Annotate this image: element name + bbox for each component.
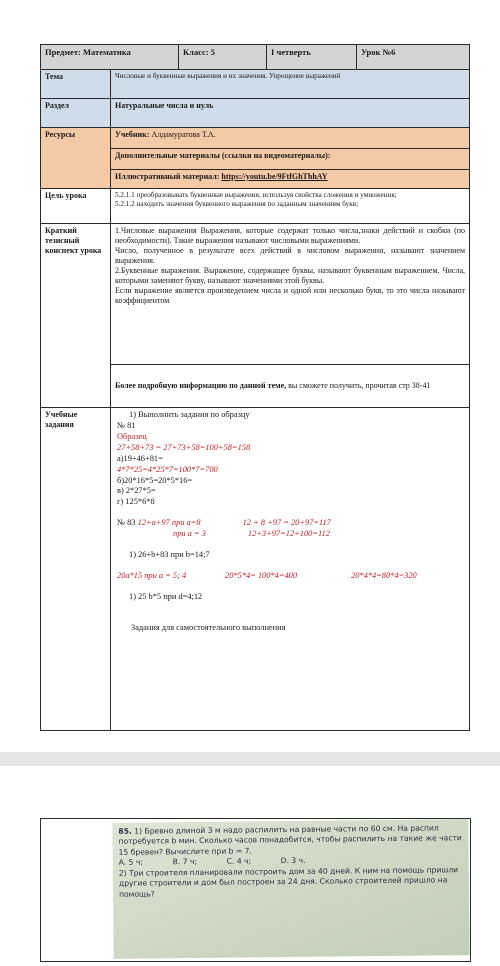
task-3-instruction: 1) 25 b*5 при d=4;12: [129, 591, 203, 601]
option-b: B. 7 ч;: [172, 857, 198, 867]
tasks-row: [41, 408, 470, 731]
exercise-83-number: № 83: [117, 518, 136, 528]
summary-label: Краткий тезисный конспект урока: [41, 224, 111, 408]
section-row: [41, 99, 470, 128]
header-row: [41, 45, 470, 70]
tasks-label: Учебные задания: [41, 408, 111, 731]
extra-materials: Дополнительные материалы (ссылки на видеоматериалы):: [111, 149, 470, 170]
task-2-instruction: 1) 26+b+83 при b=14;7: [129, 550, 210, 560]
topic-label: Тема: [41, 70, 111, 99]
quarter-cell: I четверть: [267, 45, 357, 70]
exercise-81-number: № 81: [117, 420, 136, 430]
lesson-plan-table: [40, 44, 470, 731]
goal-row: [41, 189, 470, 224]
problem-1-text: 1) Бревно длиной 3 м надо распилить на равные части по 60 см. На распил потребуется b мин. Сколько часов понадобится, чтобы распилить на такие же части 15 бревен? Вычислите при b = 7.: [118, 823, 462, 857]
sample-expression: 27+58+73 = 27+73+58=100+58=158: [117, 442, 251, 452]
task-2-calc-1: 20*5*4= 100*4=400: [225, 571, 298, 581]
exercise-83-line-1: [117, 518, 465, 529]
problem-2: 2) Три строителя планировали построить дом за 40 дней. К ним на помощь пришли другие строители и дом был построен за 24 дня. Сколько строителей пришло на помощь?: [118, 865, 459, 899]
task-1-instruction: 1) Выполнить задания по образцу: [129, 410, 250, 419]
summary-paragraph-1: 1.Числовые выражения Выражения, которые содержат только числа,знаки действий и скобки (по необходимости). Такие выражения называют числовыми выражениями.: [115, 226, 466, 245]
summary-paragraph-2: Число, полученное в результате всех действий в числовом выражении, называют значением выражения.: [115, 246, 466, 265]
lesson-number-cell: Урок №6: [357, 45, 470, 70]
more-info-cell: [111, 365, 470, 408]
goal-label: Цель урока: [41, 189, 111, 224]
lesson-plan-page: [40, 44, 469, 731]
self-study-heading: Задания для самостоятельного выполнения: [131, 622, 286, 632]
goal-line-2: 5.2.1.2 находить значения буквенного выражения по заданным значениям букв;: [115, 200, 359, 208]
option-d: D. 3 ч.: [280, 856, 306, 866]
summary-text: [111, 224, 470, 365]
exercise-83-expression: 12+a+97 при а=8: [137, 518, 201, 528]
section-value: Натуральные числа и нуль: [111, 99, 470, 128]
goal-value: [111, 189, 470, 224]
exercise-83-expression-2: при а = 3: [173, 529, 206, 539]
exercise-83-calc-2: 12+3+97=12+100=112: [247, 529, 330, 539]
page-separator: [0, 752, 500, 766]
grade-cell: Класс: 5: [179, 45, 267, 70]
exercise-83-line-2: [117, 529, 465, 540]
problem-number: 85.: [118, 826, 132, 836]
summary-paragraph-4: Если выражение является произведением числа и одной или несколько букв, то это числа называют коэффициентом: [115, 286, 466, 305]
resources-row: [41, 128, 470, 149]
topic-row: [41, 70, 470, 99]
sample-heading: Образец: [117, 431, 147, 441]
exercise-81-a: а)19+46+81=: [117, 453, 163, 463]
task-2-answers: [117, 571, 465, 582]
summary-row: [41, 224, 470, 365]
exercise-81-v: в) 2*27*5=: [117, 486, 156, 496]
textbook-page: [40, 818, 471, 962]
illustrative-label: Иллюстративный материал:: [115, 172, 222, 181]
textbook-photo: [112, 819, 469, 959]
video-link[interactable]: https://youtu.be/9FtfGhThhAY: [221, 172, 328, 181]
exercise-81-b: б)20*16*5=20*5*16=: [117, 475, 193, 485]
textbook-cell: Учебник: Алдамуратова Т.А.: [111, 128, 470, 149]
exercise-81-g: г) 125*6*8: [117, 497, 155, 507]
exercise-81-a-answer: 4*7*25=4*25*7=100*7=700: [117, 464, 218, 474]
more-info-rest: вы сможете получить, прочитав стр 38-41: [286, 381, 431, 390]
option-c: C. 4 ч;: [226, 856, 252, 867]
subject-cell: Предмет: Математика: [41, 45, 179, 70]
goal-line-1: 5.2.1.1 преобразовывать буквенные выражения, используя свойства сложения и умножения;: [115, 191, 397, 199]
exercise-83-calc-1: 12 + 8 +97 = 20+97=117: [242, 518, 331, 528]
illustrative-cell: [111, 170, 470, 189]
tasks-cell: [111, 408, 470, 731]
option-a: A. 5 ч;: [118, 857, 143, 868]
task-2-calc-2: 20*4*4=80*4=320: [351, 571, 417, 581]
section-label: Раздел: [41, 99, 111, 128]
resources-label: Ресурсы: [41, 128, 111, 189]
problem-1: [118, 823, 462, 858]
task-2-expression: 20a*15 при а = 5; 4: [117, 571, 187, 581]
topic-value: Числовые и буквенные выражения и их значения. Упрощение выражений: [111, 70, 470, 99]
textbook-author: Алдамуратова Т.А.: [151, 130, 216, 139]
more-info-bold: Более подробную информацию по данной теме,: [115, 381, 287, 390]
summary-paragraph-3: 2.Буквенные выражения. Выражение, содержащее буквы, называют буквенным выражением. Числа, которыми заменяют букву, называют значениями этой буквы.: [115, 266, 466, 285]
